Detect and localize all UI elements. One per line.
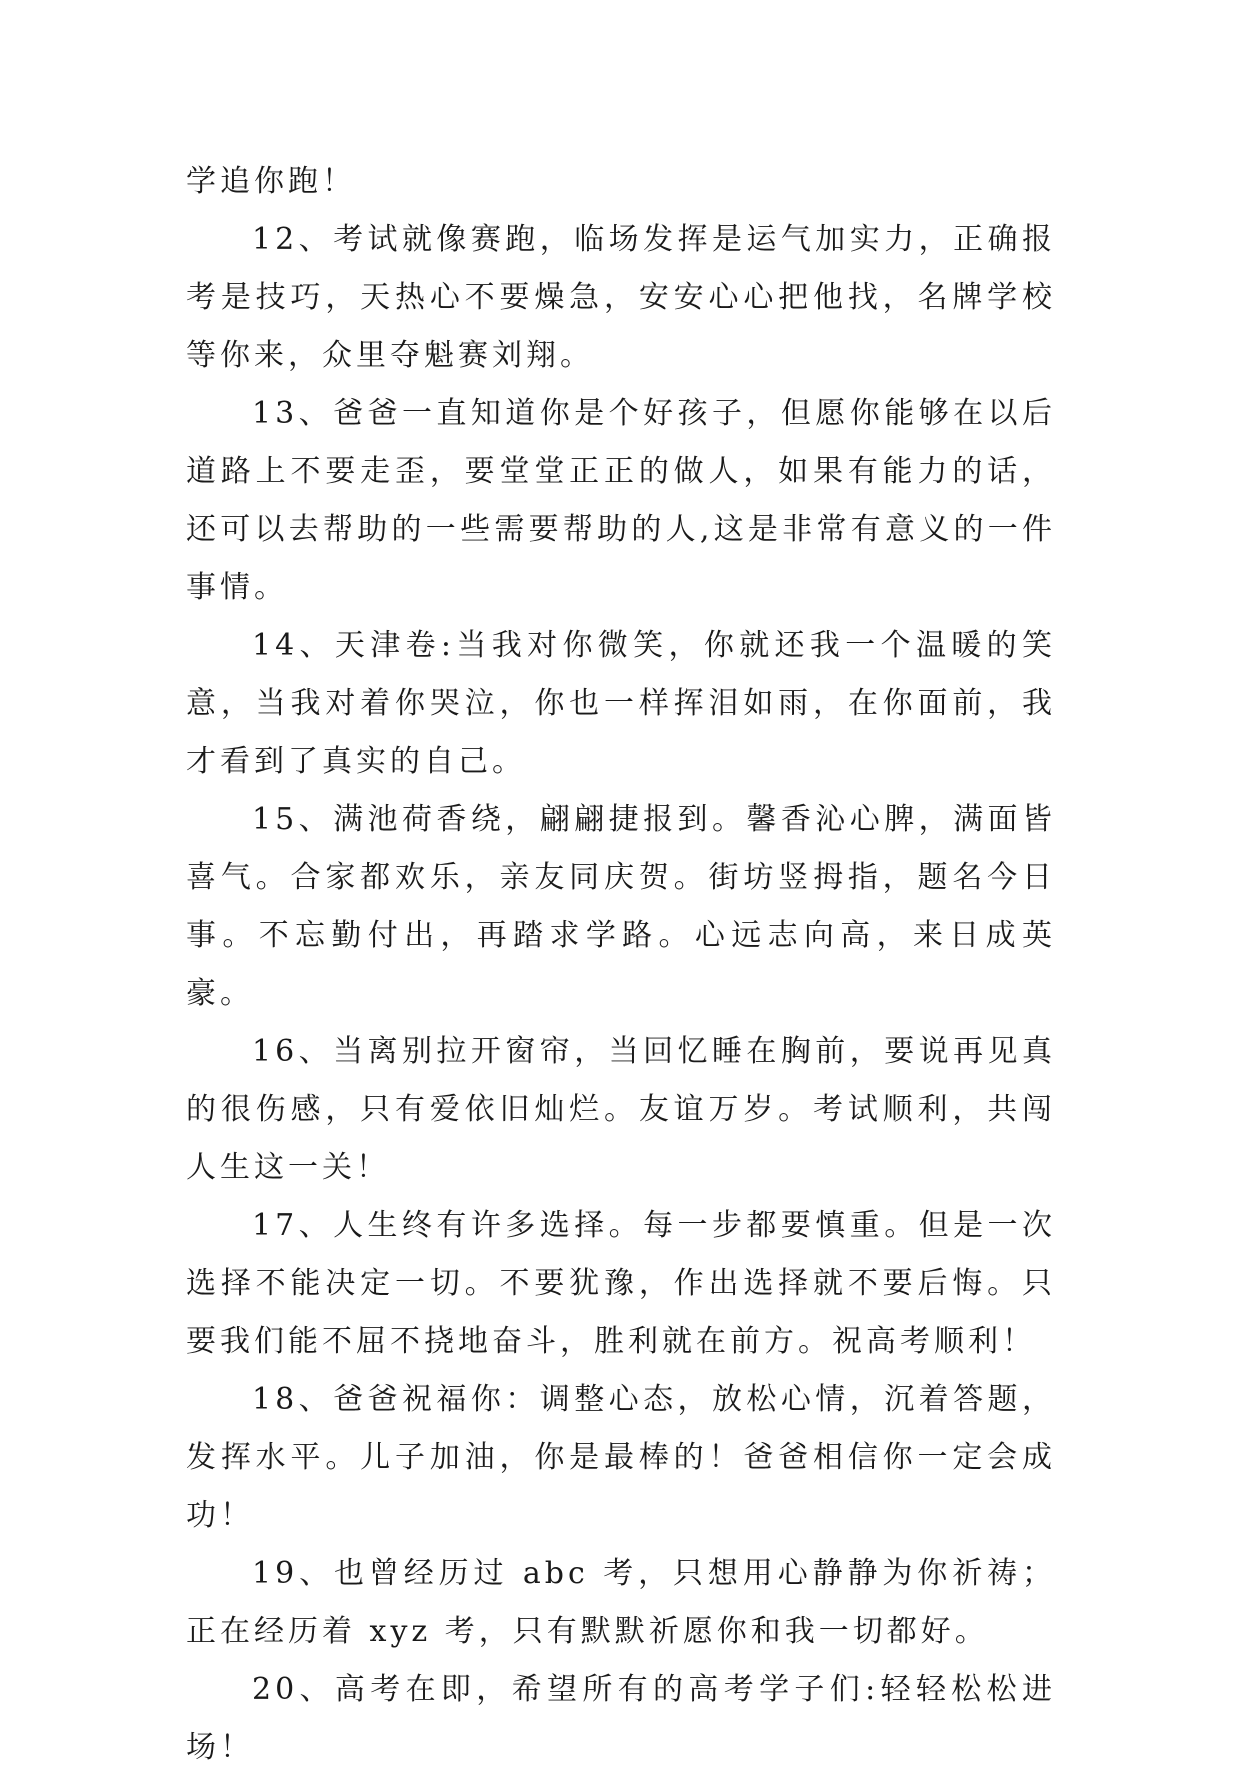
- paragraph-item-15: 15、满池荷香绕，翩翩捷报到。馨香沁心脾，满面皆喜气。合家都欢乐，亲友同庆贺。街坊竖拇指，题名今日事。不忘勤付出，再踏求学路。心远志向高，来日成英豪。: [186, 802, 1056, 1011]
- paragraph-item-12: 12、考试就像赛跑，临场发挥是运气加实力，正确报考是技巧，天热心不要燥急，安安心心把他找，名牌学校等你来，众里夺魁赛刘翔。: [186, 222, 1056, 373]
- paragraph-item-20: 20、高考在即，希望所有的高考学子们:轻轻松松进场！: [186, 1672, 1056, 1765]
- document-body: [186, 153, 1056, 1777]
- paragraph-item-18: 18、爸爸祝福你：调整心态，放松心情，沉着答题，发挥水平。儿子加油，你是最棒的！爸爸相信你一定会成功！: [186, 1382, 1056, 1533]
- paragraph-item-13: 13、爸爸一直知道你是个好孩子，但愿你能够在以后道路上不要走歪，要堂堂正正的做人，如果有能力的话，还可以去帮助的一些需要帮助的人,这是非常有意义的一件事情。: [186, 396, 1056, 605]
- paragraph-item-17: 17、人生终有许多选择。每一步都要慎重。但是一次选择不能决定一切。不要犹豫，作出选择就不要后悔。只要我们能不屈不挠地奋斗，胜利就在前方。祝高考顺利！: [186, 1208, 1056, 1359]
- paragraph-continuation: 学追你跑！: [186, 164, 356, 199]
- paragraph-item-14: 14、天津卷:当我对你微笑，你就还我一个温暖的笑意，当我对着你哭泣，你也一样挥泪如雨，在你面前，我才看到了真实的自己。: [186, 628, 1056, 779]
- paragraph-item-19: 19、也曾经历过 abc 考，只想用心静静为你祈祷；正在经历着 xyz 考，只有默默祈愿你和我一切都好。: [186, 1556, 1056, 1649]
- paragraph-item-16: 16、当离别拉开窗帘，当回忆睡在胸前，要说再见真的很伤感，只有爱依旧灿烂。友谊万岁。考试顺利，共闯人生这一关！: [186, 1034, 1056, 1185]
